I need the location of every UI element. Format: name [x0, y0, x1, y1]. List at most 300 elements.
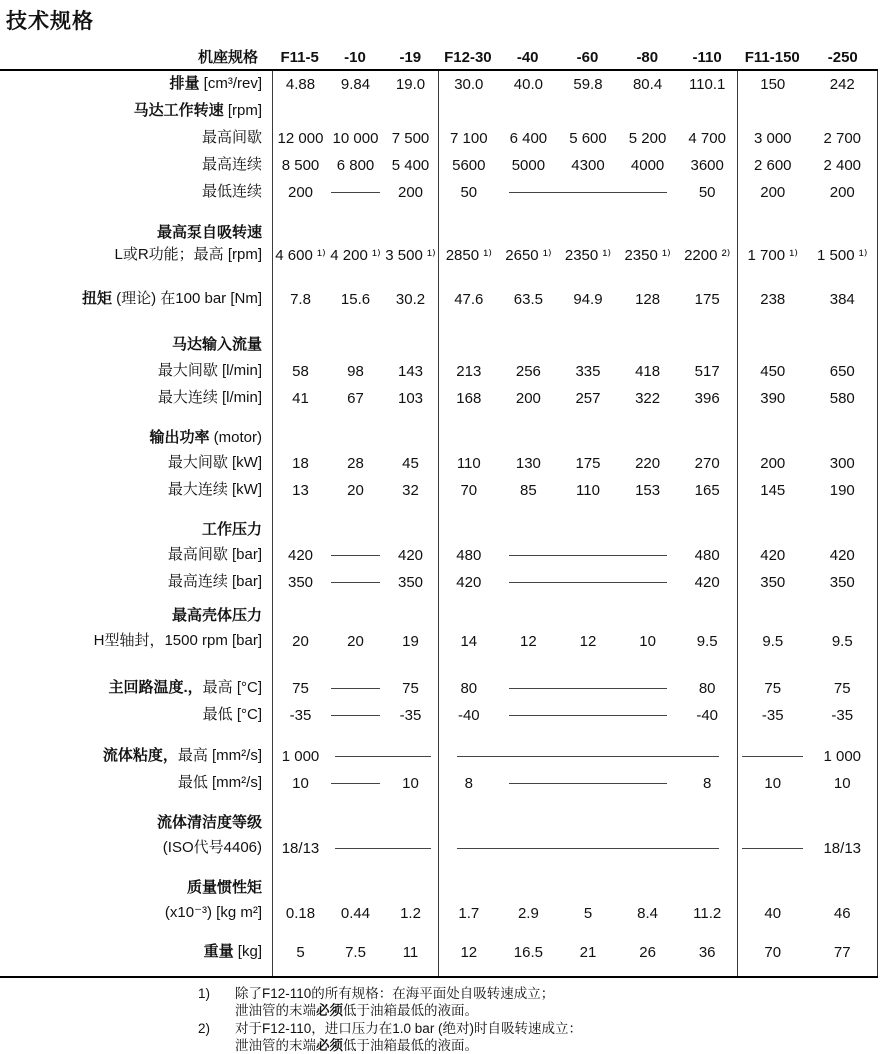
value-cell: 7 100 — [450, 130, 488, 147]
value-cell: 19 — [402, 633, 419, 650]
value-cell: 7.5 — [345, 944, 366, 961]
spacer-row — [0, 504, 878, 518]
row-label: 最大连续 [kW] — [167, 481, 262, 499]
value-cell: 11 — [402, 944, 419, 961]
column-header: -19 — [399, 49, 422, 66]
value-cell: 40 — [764, 905, 782, 922]
value-cell: 80 — [460, 680, 478, 697]
value-cell: 150 — [760, 76, 786, 93]
value-cell: 1 500 ¹⁾ — [817, 247, 868, 264]
value-cell: 14 — [460, 633, 478, 650]
dash — [509, 783, 666, 784]
table-row — [0, 569, 878, 596]
value-cell: 2650 ¹⁾ — [505, 247, 552, 264]
column-group — [272, 604, 438, 628]
value-cell: 13 — [292, 482, 309, 499]
value-cell: 59.8 — [573, 76, 603, 93]
value-cell: 50 — [698, 184, 716, 201]
value-cell: 128 — [635, 291, 661, 308]
value-cell: 200 — [760, 184, 786, 201]
column-group — [737, 770, 878, 797]
column-group — [438, 333, 737, 358]
value-cell: 396 — [694, 390, 720, 407]
value-cell: 70 — [764, 944, 782, 961]
value-cell: 168 — [456, 390, 482, 407]
column-group — [438, 811, 737, 835]
column-group — [272, 702, 438, 729]
column-group — [438, 71, 737, 98]
value-cell: 75 — [292, 680, 309, 697]
value-cell: 335 — [575, 363, 601, 380]
value-cell: 420 — [829, 547, 855, 564]
value-cell: 350 — [760, 574, 786, 591]
value-cell: 50 — [460, 184, 478, 201]
value-cell: 5 — [583, 905, 593, 922]
value-cell: 300 — [829, 455, 855, 472]
row-label: 最高壳体压力 — [171, 606, 262, 624]
column-group — [737, 862, 878, 876]
value-cell: 3 000 — [753, 130, 792, 147]
header-group — [272, 49, 438, 66]
dash-line — [439, 756, 737, 757]
value-cell: 20 — [347, 633, 364, 650]
column-group — [272, 518, 438, 542]
column-group — [737, 542, 878, 569]
value-cell: 103 — [397, 390, 424, 407]
column-group — [438, 628, 737, 655]
value-cell: 350 — [397, 574, 424, 591]
spacer-row — [0, 206, 878, 222]
column-group — [438, 542, 737, 569]
value-cell: 3 500 ¹⁾ — [385, 247, 436, 264]
value-cell: 0.44 — [340, 905, 371, 922]
value-cell: 2.9 — [517, 905, 539, 922]
value-cell: 480 — [694, 547, 720, 564]
dash-line — [328, 756, 438, 757]
footnote-line: 泄油管的末端必须低于油箱最低的液面。 — [235, 1037, 478, 1053]
value-cell: 10 — [292, 775, 309, 792]
row-label: 最大间歇 [l/min] — [157, 362, 262, 380]
value-cell: 145 — [760, 482, 786, 499]
value-cell: 18/13 — [281, 840, 320, 857]
row-label: 最高连续 — [201, 156, 262, 174]
value-cell: 175 — [575, 455, 601, 472]
column-group — [737, 939, 878, 966]
footnote-text — [235, 1020, 582, 1054]
row-label: 最高间歇 — [201, 129, 262, 147]
value-cell: -40 — [696, 707, 719, 724]
table-row — [0, 628, 878, 655]
footnote-text — [235, 985, 554, 1020]
value-cell: 16.5 — [513, 944, 543, 961]
column-group — [438, 939, 737, 966]
table-row — [0, 426, 878, 450]
row-label: 最高泵自吸转速 — [156, 223, 262, 241]
column-group — [737, 450, 878, 477]
column-group — [438, 450, 737, 477]
row-label: 质量惯性矩 — [186, 878, 262, 896]
value-cell: 1.7 — [458, 905, 480, 922]
row-label: 重量 [kg] — [203, 943, 262, 961]
value-cell: 26 — [639, 944, 656, 961]
table-row — [0, 244, 878, 266]
value-cell: 18/13 — [823, 840, 862, 857]
value-cell: 4 200 ¹⁾ — [330, 247, 381, 264]
value-cell: 110.1 — [688, 76, 726, 93]
dash — [331, 582, 379, 583]
row-label: 流体清洁度等级 — [156, 813, 262, 831]
spacer-row — [0, 927, 878, 939]
page-title: 技术规格 — [6, 10, 94, 33]
column-group — [272, 71, 438, 98]
value-cell: 40.0 — [513, 76, 543, 93]
value-cell: 30.0 — [454, 76, 484, 93]
spacer-row — [0, 596, 878, 604]
value-cell: 153 — [635, 482, 661, 499]
value-cell: 200 — [829, 184, 855, 201]
dash-line — [499, 715, 678, 716]
dash-line — [328, 688, 383, 689]
value-cell: 420 — [760, 547, 786, 564]
dash — [509, 688, 666, 689]
value-cell: 80.4 — [632, 76, 663, 93]
header-label: 机座规格 — [197, 48, 258, 66]
column-group — [737, 569, 878, 596]
dash-line — [499, 688, 678, 689]
value-cell: 77 — [833, 944, 851, 961]
table-row — [0, 675, 878, 702]
dash — [335, 848, 432, 849]
column-group — [438, 125, 737, 152]
column-group — [737, 385, 878, 412]
row-label: 最低 [mm²/s] — [177, 774, 262, 792]
column-group — [272, 125, 438, 152]
column-group — [272, 412, 438, 426]
footnote-line: 泄油管的末端必须低于油箱最低的液面。 — [235, 1003, 478, 1019]
dash-line — [738, 848, 808, 849]
value-cell: 8.4 — [637, 905, 658, 922]
table-row — [0, 770, 878, 797]
dash-line — [499, 192, 678, 193]
value-cell: 10 000 — [332, 130, 379, 147]
column-group — [438, 412, 737, 426]
value-cell: 4 700 — [688, 130, 726, 147]
column-group — [737, 797, 878, 811]
column-group — [438, 675, 737, 702]
column-group — [272, 152, 438, 179]
table-row — [0, 939, 878, 966]
column-group — [272, 98, 438, 125]
column-group — [438, 770, 737, 797]
value-cell: 12 — [579, 633, 597, 650]
column-group — [438, 266, 737, 286]
value-cell: 63.5 — [513, 291, 543, 308]
value-cell: 18 — [292, 455, 309, 472]
dash — [509, 582, 666, 583]
column-group — [272, 504, 438, 518]
value-cell: 75 — [402, 680, 419, 697]
footnotes — [198, 985, 880, 1054]
dash-line — [499, 582, 678, 583]
table-row — [0, 152, 878, 179]
value-cell: -40 — [457, 707, 480, 724]
column-group — [438, 835, 737, 862]
header-group — [737, 49, 878, 66]
column-group — [272, 222, 438, 244]
dash-line — [328, 783, 383, 784]
column-group — [272, 286, 438, 313]
spacer-row — [0, 313, 878, 333]
value-cell: 12 — [520, 633, 537, 650]
table-row — [0, 477, 878, 504]
column-group — [272, 770, 438, 797]
value-cell: 420 — [694, 574, 720, 591]
dash — [331, 715, 379, 716]
column-group — [272, 358, 438, 385]
value-cell: 256 — [515, 363, 541, 380]
column-header: -10 — [344, 49, 366, 66]
column-group — [272, 244, 438, 266]
value-cell: 4.88 — [285, 76, 316, 93]
column-group — [438, 743, 737, 770]
column-group — [737, 743, 878, 770]
row-label: 扭矩 (理论) 在100 bar [Nm] — [81, 290, 262, 308]
row-label: 马达输入流量 — [171, 336, 262, 354]
footnote-number: 1) — [198, 986, 211, 1001]
value-cell: 2350 ¹⁾ — [564, 247, 612, 264]
value-cell: 200 — [287, 184, 314, 201]
value-cell: 2850 ¹⁾ — [445, 247, 492, 264]
value-cell: 20 — [292, 633, 309, 650]
column-group — [272, 542, 438, 569]
column-group — [272, 385, 438, 412]
value-cell: 41 — [292, 390, 309, 407]
value-cell: 8 — [703, 775, 712, 792]
column-group — [272, 729, 438, 743]
value-cell: 190 — [829, 482, 855, 499]
column-group — [438, 729, 737, 743]
row-label: 主回路温度.，最高 [°C] — [108, 679, 262, 697]
dash — [509, 555, 666, 556]
value-cell: 5 600 — [569, 130, 607, 147]
value-cell: 5 — [296, 944, 305, 961]
footnote-number: 2) — [198, 1020, 211, 1036]
value-cell: 6 400 — [509, 130, 548, 147]
column-group — [272, 811, 438, 835]
table-row — [0, 876, 878, 900]
dash-line — [328, 192, 383, 193]
column-group — [737, 966, 878, 976]
value-cell: 5600 — [452, 157, 486, 174]
column-group — [272, 900, 438, 927]
value-cell: 2 700 — [823, 130, 862, 147]
value-cell: 12 000 — [277, 130, 324, 147]
dash — [509, 715, 666, 716]
value-cell: 5000 — [511, 157, 546, 174]
value-cell: 4 600 ¹⁾ — [275, 247, 326, 264]
dash-line — [499, 783, 678, 784]
value-cell: 238 — [760, 291, 786, 308]
column-group — [272, 743, 438, 770]
value-cell: 67 — [347, 390, 364, 407]
column-group — [272, 628, 438, 655]
value-cell: 220 — [635, 455, 661, 472]
value-cell: 110 — [576, 482, 600, 499]
column-group — [438, 222, 737, 244]
table-row — [0, 702, 878, 729]
footnote — [198, 985, 880, 1020]
column-group — [438, 518, 737, 542]
value-cell: 1 700 ¹⁾ — [747, 247, 798, 264]
spacer-row — [0, 797, 878, 811]
spacer-row — [0, 862, 878, 876]
column-group — [438, 206, 737, 222]
column-group — [272, 862, 438, 876]
value-cell: 9.84 — [340, 76, 371, 93]
column-group — [737, 702, 878, 729]
value-cell: 2 600 — [753, 157, 792, 174]
column-group — [737, 266, 878, 286]
value-cell: 10 — [639, 633, 656, 650]
table-row — [0, 286, 878, 313]
table-row — [0, 179, 878, 206]
column-group — [737, 152, 878, 179]
value-cell: 480 — [456, 547, 482, 564]
table-row — [0, 900, 878, 927]
column-group — [272, 477, 438, 504]
row-label: 最高间歇 [bar] — [167, 546, 262, 564]
column-group — [737, 477, 878, 504]
value-cell: -35 — [761, 707, 784, 724]
spacer-row — [0, 266, 878, 286]
value-cell: -35 — [831, 707, 854, 724]
row-label: 马达工作转速 [rpm] — [133, 102, 262, 120]
value-cell: 75 — [833, 680, 851, 697]
value-cell: 350 — [829, 574, 855, 591]
column-group — [438, 966, 737, 976]
column-group — [438, 286, 737, 313]
table-row — [0, 604, 878, 628]
value-cell: 20 — [347, 482, 364, 499]
column-group — [737, 504, 878, 518]
table-row — [0, 542, 878, 569]
row-label: (ISO代号4406) — [162, 839, 262, 857]
column-group — [737, 71, 878, 98]
value-cell: -35 — [399, 707, 422, 724]
column-group — [737, 98, 878, 125]
value-cell: 9.5 — [696, 633, 718, 650]
column-group — [737, 206, 878, 222]
value-cell: 6 800 — [336, 157, 375, 174]
table-row — [0, 385, 878, 412]
value-cell: 242 — [829, 76, 855, 93]
value-cell: 36 — [698, 944, 716, 961]
column-group — [737, 811, 878, 835]
value-cell: 2200 ²⁾ — [684, 247, 731, 264]
value-cell: 130 — [515, 455, 541, 472]
spec-table — [0, 44, 878, 978]
value-cell: 1 000 — [823, 748, 862, 765]
column-group — [737, 358, 878, 385]
column-group — [272, 450, 438, 477]
column-group — [438, 596, 737, 604]
column-group — [438, 426, 737, 450]
spacer-row — [0, 655, 878, 675]
dash — [742, 848, 803, 849]
column-group — [438, 797, 737, 811]
value-cell: 80 — [698, 680, 716, 697]
table-row — [0, 835, 878, 862]
value-cell: 418 — [635, 363, 661, 380]
column-group — [438, 98, 737, 125]
dash-line — [328, 582, 383, 583]
value-cell: -35 — [289, 707, 312, 724]
column-group — [438, 477, 737, 504]
column-group — [438, 702, 737, 729]
value-cell: 350 — [287, 574, 314, 591]
column-group — [438, 504, 737, 518]
row-label: 最大连续 [l/min] — [157, 389, 262, 407]
value-cell: 257 — [575, 390, 601, 407]
value-cell: 10 — [402, 775, 419, 792]
dash — [335, 756, 432, 757]
spacer-row — [0, 966, 878, 976]
value-cell: 390 — [760, 390, 786, 407]
column-group — [737, 655, 878, 675]
column-group — [737, 518, 878, 542]
dash — [457, 756, 719, 757]
value-cell: 85 — [520, 482, 537, 499]
row-label: L或R功能；最高 [rpm] — [114, 245, 262, 263]
column-group — [438, 655, 737, 675]
column-group — [272, 426, 438, 450]
dash — [457, 848, 719, 849]
column-group — [737, 835, 878, 862]
column-group — [272, 835, 438, 862]
column-group — [438, 358, 737, 385]
column-group — [737, 426, 878, 450]
value-cell: 5 200 — [628, 130, 667, 147]
value-cell: 47.6 — [454, 291, 484, 308]
column-group — [272, 927, 438, 939]
value-cell: 8 — [464, 775, 473, 792]
column-group — [737, 628, 878, 655]
column-group — [272, 333, 438, 358]
value-cell: 98 — [347, 363, 364, 380]
column-group — [438, 900, 737, 927]
column-group — [737, 179, 878, 206]
value-cell: 32 — [402, 482, 419, 499]
column-group — [737, 286, 878, 313]
value-cell: 2350 ¹⁾ — [624, 247, 671, 264]
column-group — [272, 966, 438, 976]
column-header: F12-30 — [444, 49, 492, 66]
value-cell: 384 — [829, 291, 855, 308]
dash-line — [328, 555, 383, 556]
value-cell: 420 — [456, 574, 482, 591]
row-label: 最高连续 [bar] — [167, 573, 262, 591]
table-row — [0, 125, 878, 152]
column-header: F11-5 — [280, 49, 319, 66]
column-group — [438, 569, 737, 596]
value-cell: 10 — [833, 775, 851, 792]
dash — [331, 783, 379, 784]
spacer-row — [0, 729, 878, 743]
value-cell: 1.2 — [400, 905, 421, 922]
column-group — [737, 244, 878, 266]
dash-line — [738, 756, 808, 757]
value-cell: 270 — [694, 455, 720, 472]
